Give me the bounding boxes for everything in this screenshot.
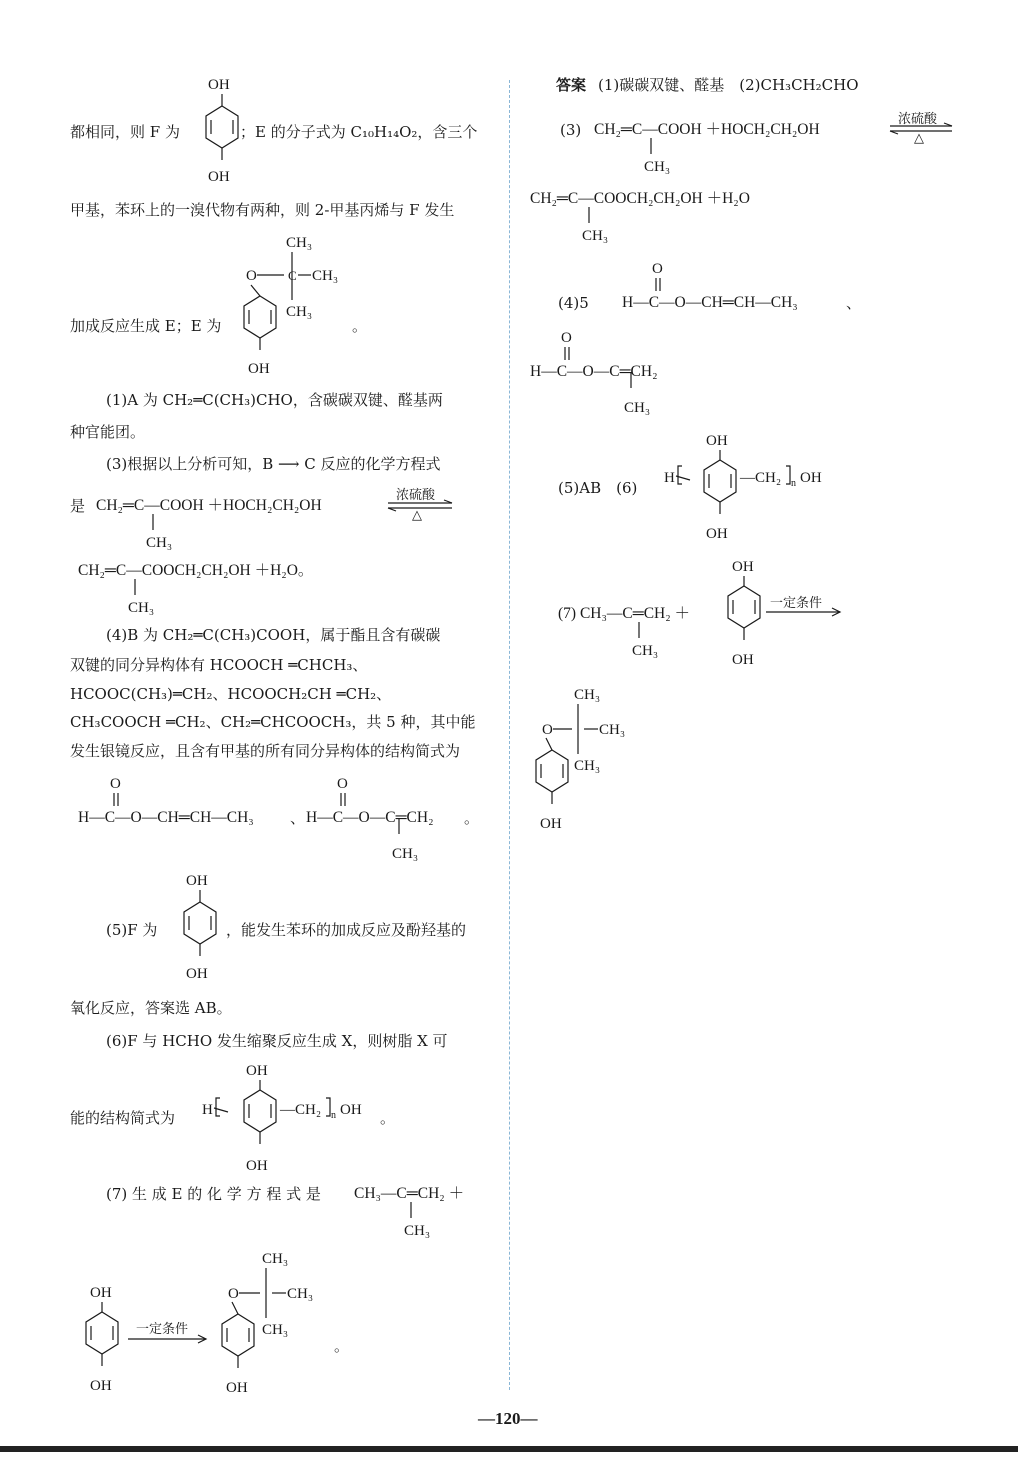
ester-formula-1: H—C—O—CH═CH—CH₃: [622, 294, 798, 311]
page-number: —120—: [478, 1409, 538, 1428]
svg-text:CH₃: CH₃: [574, 758, 601, 774]
svg-text:CH₃: CH₃: [599, 722, 626, 738]
answer-label: 答案: [556, 76, 587, 94]
separator: 、: [290, 809, 306, 827]
reaction-condition: 一定条件: [136, 1322, 189, 1337]
svg-text:O: O: [652, 261, 663, 277]
text-line: ，能发生苯环的加成反应及酚羟基的: [226, 921, 467, 939]
answer-line: (1)碳碳双键、醛基 (2)CH₃CH₂CHO: [598, 76, 859, 94]
svg-text:OH: OH: [186, 873, 208, 889]
answer-line: (5)AB (6): [558, 479, 638, 497]
answer-number: (3): [560, 121, 582, 139]
reactant-isobutylene: CH₃—C═CH₂ ＋: [354, 1185, 465, 1202]
svg-text:O: O: [337, 776, 348, 792]
svg-text:CH₃: CH₃: [146, 535, 173, 551]
svg-text:CH₃: CH₃: [286, 304, 313, 320]
column-divider: [509, 80, 510, 1390]
svg-text:C: C: [288, 268, 297, 283]
period: 。: [464, 809, 480, 827]
svg-text:O: O: [561, 330, 572, 346]
svg-text:O: O: [246, 268, 257, 284]
heat-symbol: △: [412, 508, 422, 523]
text-line: 氧化反应，答案选 AB。: [70, 999, 232, 1017]
reaction-products: CH₂═C—COOCH₂CH₂OH ＋H₂O。: [78, 562, 314, 579]
svg-text:OH: OH: [90, 1285, 112, 1301]
svg-text:CH₃: CH₃: [312, 268, 339, 284]
text-line: 能的结构简式为: [70, 1109, 176, 1127]
svg-text:OH: OH: [706, 526, 728, 542]
svg-text:CH₃: CH₃: [392, 846, 419, 862]
svg-text:n: n: [331, 1110, 336, 1121]
text-line: 甲基，苯环上的一溴代物有两种，则 2-甲基丙烯与 F 发生: [70, 201, 455, 219]
text-line: 种官能团。: [70, 423, 146, 441]
svg-text:CH₃: CH₃: [286, 235, 313, 251]
svg-text:OH: OH: [800, 470, 822, 486]
svg-text:OH: OH: [340, 1102, 362, 1118]
text-line: (4)B 为 CH₂═C(CH₃)COOH，属于酯且含有碳碳: [106, 626, 441, 644]
text-line: HCOOC(CH₃)═CH₂、HCOOCH₂CH ═CH₂、: [70, 685, 392, 703]
text-line: (3)根据以上分析可知，B ⟶ C 反应的化学方程式: [106, 455, 441, 473]
svg-text:OH: OH: [186, 966, 208, 982]
reaction-condition: 浓硫酸: [898, 112, 938, 127]
svg-text:OH: OH: [208, 77, 230, 93]
bottom-border: [0, 1446, 1018, 1452]
text-line: (5)F 为: [106, 921, 158, 939]
ester-structure-1: [622, 257, 682, 297]
text-line: 是: [70, 497, 86, 515]
methyl-branch: [122, 577, 162, 617]
text-line: (1)A 为 CH₂═C(CH₃)CHO，含碳碳双键、醛基两: [106, 391, 443, 409]
reaction-condition: 浓硫酸: [396, 488, 436, 503]
reaction-condition: 一定条件: [770, 596, 823, 611]
text-line: CH₃COOCH ═CH₂、CH₂═CHCOOCH₃，共 5 种，其中能: [70, 713, 476, 731]
svg-text:OH: OH: [732, 652, 754, 668]
svg-text:OH: OH: [90, 1378, 112, 1394]
reaction-arrow: [764, 607, 844, 617]
svg-text:CH₃: CH₃: [262, 1251, 289, 1267]
ester-formula-2: H—C—O—C═CH₂: [530, 363, 658, 380]
svg-text:OH: OH: [732, 559, 754, 575]
text-line: 加成反应生成 E；E 为: [70, 317, 222, 335]
text-line: 双键的同分异构体有 HCOOCH ═CHCH₃、: [70, 656, 368, 674]
svg-text:OH: OH: [706, 433, 728, 449]
svg-text:CH₃: CH₃: [287, 1286, 314, 1302]
svg-text:OH: OH: [208, 169, 230, 185]
answer-reactants: CH₂═C—COOH ＋HOCH₂CH₂OH: [594, 121, 820, 138]
svg-text:CH₃: CH₃: [262, 1322, 289, 1338]
ester-formula-2: H—C—O—C═CH₂: [306, 809, 434, 826]
text-line: 发生银镜反应，且含有甲基的所有同分异构体的结构简式为: [70, 742, 461, 760]
answer-reactant: (7) CH₃—C═CH₂ ＋: [558, 605, 691, 622]
reaction-reactants: CH₂═C—COOH ＋HOCH₂CH₂OH: [96, 497, 322, 514]
text-line: ；E 的分子式为 C₁₀H₁₄O₂，含三个: [240, 123, 478, 141]
svg-text:OH: OH: [246, 1063, 268, 1079]
methyl-branch: [140, 512, 180, 552]
svg-text:CH₃: CH₃: [404, 1223, 431, 1239]
svg-text:H: H: [664, 470, 675, 486]
heat-symbol: △: [914, 131, 924, 146]
svg-text:CH₃: CH₃: [582, 228, 609, 244]
period: 。: [334, 1337, 350, 1355]
svg-text:O: O: [228, 1286, 239, 1302]
svg-text:—CH₂: —CH₂: [740, 470, 782, 486]
svg-text:O: O: [542, 722, 553, 738]
text-line: (6)F 与 HCHO 发生缩聚反应生成 X，则树脂 X 可: [106, 1032, 448, 1050]
text-line: 。: [352, 317, 368, 335]
svg-text:CH₃: CH₃: [574, 687, 601, 703]
answer-products: CH₂═C—COOCH₂CH₂OH ＋H₂O: [530, 190, 750, 207]
methyl-branch: [576, 205, 616, 245]
svg-text:OH: OH: [246, 1158, 268, 1174]
hydroquinone-structure: [74, 1280, 134, 1396]
methyl-branch: [398, 1200, 438, 1240]
compound-e-structure: [236, 230, 356, 380]
text-line: 都相同，则 F 为: [70, 123, 180, 141]
resin-x-structure: [200, 1058, 380, 1174]
svg-text:OH: OH: [226, 1380, 248, 1396]
period: 。: [380, 1109, 396, 1127]
svg-text:CH₃: CH₃: [624, 400, 651, 416]
svg-text:H: H: [202, 1102, 213, 1118]
compound-e-structure: [528, 682, 648, 832]
svg-text:CH₃: CH₃: [644, 159, 671, 175]
svg-text:CH₃: CH₃: [128, 600, 155, 616]
methyl-branch: [626, 620, 666, 660]
separator: 、: [846, 294, 862, 312]
compound-e-structure: [212, 1246, 332, 1396]
reaction-arrow: [126, 1334, 210, 1344]
svg-text:OH: OH: [540, 816, 562, 832]
svg-text:OH: OH: [248, 361, 270, 377]
text-line: (7) 生 成 E 的 化 学 方 程 式 是: [106, 1185, 321, 1203]
resin-x-structure: [662, 428, 842, 544]
answer-line: (4)5: [558, 294, 589, 312]
methyl-branch: [638, 136, 678, 176]
svg-text:—CH₂: —CH₂: [280, 1102, 322, 1118]
ester-formula-1: H—C—O—CH═CH—CH₃: [78, 809, 254, 826]
svg-text:CH₃: CH₃: [632, 643, 659, 659]
svg-text:O: O: [110, 776, 121, 792]
svg-text:n: n: [791, 478, 796, 489]
